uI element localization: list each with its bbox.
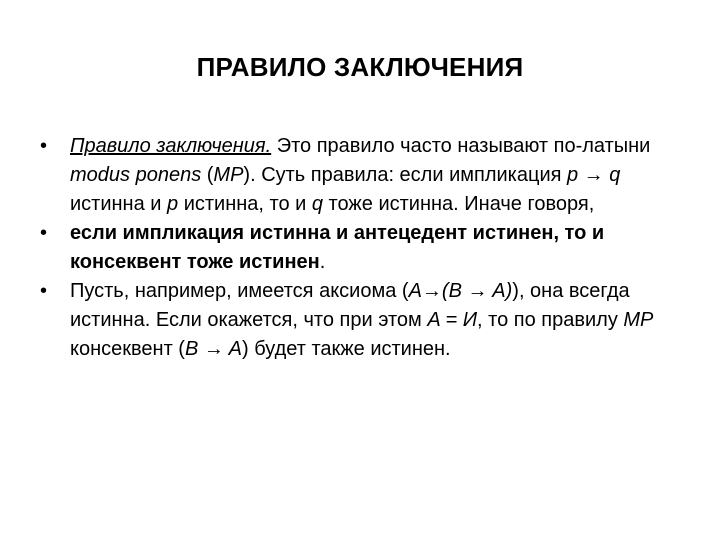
slide-title: ПРАВИЛО ЗАКЛЮЧЕНИЯ <box>196 52 524 82</box>
bold-statement: если импликация истинна и антецедент истинен, то и консеквент тоже истинен <box>70 222 605 273</box>
bullet-item-3 <box>36 277 686 364</box>
consequent-formula: B → A <box>184 338 243 360</box>
bullet3-text-5: ) будет также истинен. <box>242 338 451 360</box>
axiom-formula: A→(B → A) <box>408 280 513 302</box>
variable-p: p <box>167 193 179 215</box>
bullet-list <box>36 132 686 364</box>
mp-abbreviation-2: MP <box>623 309 654 331</box>
bullet1-text-2: ( <box>201 164 214 186</box>
bullet3-text-1: Пусть, например, имеется аксиома ( <box>70 280 409 302</box>
bullet1-text-6: тоже истинна. Иначе говоря, <box>323 193 595 215</box>
bullet2-end: . <box>319 251 326 273</box>
bullet1-text-1: Это правило часто называют по-латыни <box>271 135 651 157</box>
latin-modus-ponens: modus ponens <box>70 164 202 186</box>
bullet1-text-3: ). Суть правила: если импликация <box>243 164 567 186</box>
bullet-item-2 <box>36 219 686 277</box>
mp-abbreviation: MP <box>213 164 244 186</box>
bullet3-text-3: , то по правилу <box>477 309 624 331</box>
bullet1-text-5: истинна, то и <box>178 193 312 215</box>
variable-q: q <box>311 193 323 215</box>
bullet1-text-4: истинна и <box>70 193 168 215</box>
bullet-item-1 <box>36 132 686 219</box>
term-rule-of-inference: Правило заключения. <box>70 135 272 157</box>
equation-a-true: A = И <box>427 309 478 331</box>
implication-formula: p → q <box>567 164 621 186</box>
bullet3-text-4: консеквент ( <box>70 338 185 360</box>
bullet3-text-2: ), она всегда истинна. Если окажется, что при этом <box>70 280 630 331</box>
